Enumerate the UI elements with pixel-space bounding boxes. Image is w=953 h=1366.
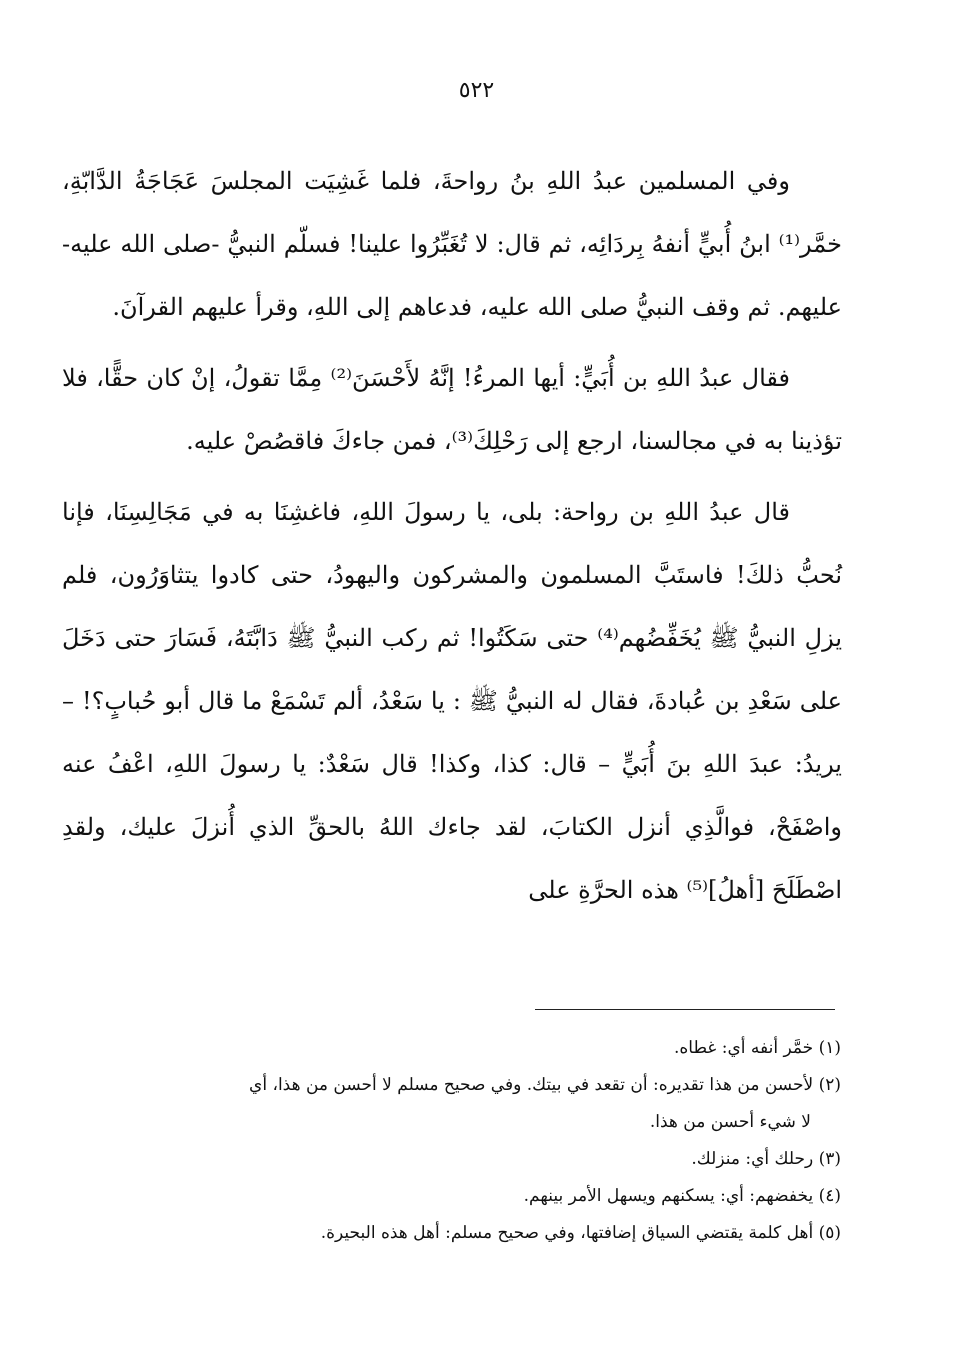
footnote-text: (٤) يخفضهم: أي: يسكنهم ويسهل الأمر بينهم.: [523, 1186, 841, 1206]
paragraph: وفي المسلمين عبدُ اللهِ بنُ رواحةَ، فلما غَشِيَت المجلسَ عَجَاجَةُ الدَّابّةِ، خمَّر⁽¹⁾ ابنُ أُبيٍّ أنفهُ بِردَائِه، ثم قال: لا تُغَبِّرُوا علينا! فسلّم النبيُّ -صلى الله عليه- عليهم. ثم وقف النبيُّ صلى الله عليه، فدعاهم إلى اللهِ، وقرأ عليهم القرآنَ.: [62, 167, 842, 321]
footnotes: [66, 1030, 841, 1252]
paragraph: فقال عبدُ اللهِ بن أُبَيٍّ: أيها المرءُ! إنَّهُ لأَحْسَنَ⁽²⁾ مِمَّا تقولُ، إنْ كان حقًّا، فلا تؤذينا به في مجالسنا، ارجع إلى رَحْلِكَ⁽³⁾، فمن جاءكَ فاقصُصْ عليه.: [62, 364, 842, 455]
footnote: [66, 1215, 841, 1252]
footnote-text: (١) خمَّر أنفه أي: غطاه.: [674, 1038, 841, 1058]
paragraph: قال عبدُ اللهِ بن رواحة: بلى، يا رسولَ اللهِ، فاغشِنَا به في مَجَالِسِنَا، فإنا نُحبُّ ذلكَ! فاستَبَّ المسلمون والمشركون واليهودُ، حتى كادوا يتثاوَرُون، فلم يزلِ النبيُّ ﷺ يُخَفِّضُهم⁽⁴⁾ حتى سَكَتُوا! ثم ركب النبيُّ ﷺ دَابَّتَهُ، فَسَارَ حتى دَخَلَ على سَعْدِ بن عُبادةَ، فقال له النبيُّ ﷺ : يا سَعْدُ، ألم تَسْمَعْ ما قال أبو حُبابٍ؟! – يريدُ: عبدَ اللهِ بنَ أُبَيٍّ – قال: كذا، وكذا! قال سَعْدٌ: يا رسولَ اللهِ، اعْفُ عنه واصْفَحْ، فوالَّذِي أنزل الكتابَ، لقد جاءك اللهُ بالحقِّ الذي أُنزلَ عليك، ولقدِ اصْطَلَحَ [أهلُ]⁽⁵⁾ هذه الحرَّةِ على: [62, 498, 843, 904]
main-text: [62, 150, 842, 930]
footnote: [66, 1141, 841, 1178]
footnote-separator: [535, 1009, 835, 1010]
page-number: ٥٢٢: [458, 78, 495, 103]
footnote: [66, 1067, 841, 1141]
footnote-text: (٢) لأحسن من هذا تقديره: أن تقعد في بيتك. وفي صحيح مسلم لا أحسن من هذا، أي: [249, 1075, 841, 1095]
footnote-text: (٣) رحلك أي: منزلك.: [691, 1149, 841, 1169]
footnote-continuation: لا شيء أحسن من هذا.: [649, 1112, 811, 1132]
footnote-text: (٥) أهل كلمة يقتضي السياق إضافتها، وفي صحيح مسلم: أهل هذه البحيرة.: [320, 1223, 841, 1243]
footnote: [66, 1178, 841, 1215]
footnote: [66, 1030, 841, 1067]
